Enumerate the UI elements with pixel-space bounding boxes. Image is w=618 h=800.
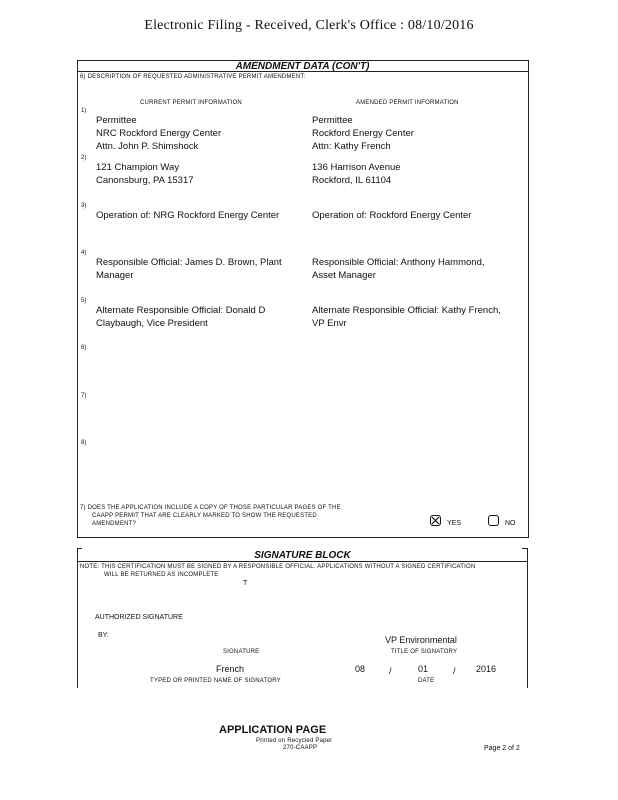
authorized-signature-label: AUTHORIZED SIGNATURE (95, 614, 183, 621)
current-permit-header: CURRENT PERMIT INFORMATION (140, 100, 242, 106)
title-value: VP Environmental (385, 635, 457, 645)
current-permit-line: Claybaugh, Vice President (96, 318, 208, 329)
date-year: 2016 (476, 664, 497, 674)
title-label: TITLE OF SIGNATORY (391, 649, 458, 655)
amended-permit-line: Operation of: Rockford Energy Center (312, 210, 472, 221)
date-day: 01 (418, 664, 429, 674)
signature-title: SIGNATURE BLOCK (254, 550, 351, 561)
amendment-title: AMENDMENT DATA (CON'T) (235, 61, 370, 72)
q7-line-2: CAAPP PERMIT THAT ARE CLEARLY MARKED TO SHOW THE REQUESTED (92, 513, 317, 519)
signature-title-divider (77, 561, 528, 562)
x-mark-icon (431, 516, 440, 525)
current-permit-line: Canonsburg, PA 15317 (96, 175, 194, 186)
row-number: 2) (81, 155, 87, 161)
sig-left-border (77, 548, 78, 688)
current-permit-line: Operation of: NRG Rockford Energy Center (96, 210, 280, 221)
q7-line-3: AMENDMENT? (92, 521, 137, 527)
amended-permit-line: Responsible Official: Anthony Hammond, (312, 257, 485, 268)
amended-permit-header: AMENDED PERMIT INFORMATION (356, 100, 459, 106)
sig-top-rule (77, 548, 82, 549)
by-label: BY: (98, 632, 109, 639)
amended-permit-line: 136 Harrison Avenue (312, 162, 401, 173)
current-permit-line: NRC Rockford Energy Center (96, 128, 222, 139)
no-label: NO (505, 520, 516, 527)
name-value: French (216, 664, 245, 674)
current-permit-line: Responsible Official: James D. Brown, Plant (96, 257, 282, 268)
footer-form-code: 270-CAAPP (283, 745, 318, 751)
amended-permit-line: Alternate Responsible Official: Kathy French, (312, 305, 501, 316)
q7-line-1: 7) DOES THE APPLICATION INCLUDE A COPY OF THOSE PARTICULAR PAGES OF THE (80, 505, 341, 511)
row-number: 5) (81, 298, 87, 304)
row-number: 3) (81, 203, 87, 209)
yes-label: YES (447, 520, 462, 527)
amended-permit-line: VP Envr (312, 318, 347, 329)
filing-header: Electronic Filing - Received, Clerk's Office : 08/10/2016 (144, 18, 474, 33)
date-month: 08 (355, 664, 366, 674)
signature-note-1: NOTE: THIS CERTIFICATION MUST BE SIGNED BY A RESPONSIBLE OFFICIAL. APPLICATIONS WITHOUT A SIGNED CERTIFICATION (80, 564, 476, 570)
signature-note-2: WILL BE RETURNED AS INCOMPLETE (104, 572, 219, 578)
date-sep-1: / (389, 666, 392, 676)
row-number: 7) (81, 393, 87, 399)
row-number: 6) (81, 345, 87, 351)
description-label: 6) DESCRIPTION OF REQUESTED ADMINISTRATIVE PERMIT AMENDMENT: (80, 74, 306, 80)
row-number: 4) (81, 250, 87, 256)
row-number: 1) (81, 108, 87, 114)
page-number: Page 2 of 2 (484, 745, 520, 752)
sig-right-border (527, 548, 528, 688)
amended-permit-line: Asset Manager (312, 270, 376, 281)
amended-permit-line: Rockford, IL 61104 (312, 175, 392, 186)
row-number: 8) (81, 440, 87, 446)
amended-permit-line: Permittee (312, 115, 353, 126)
t-mark: T (243, 580, 248, 587)
footer-recycled: Printed on Recycled Paper (256, 738, 333, 744)
signature-label: SIGNATURE (223, 649, 260, 655)
yes-checkbox[interactable] (430, 515, 441, 526)
sig-top-rule-right (522, 548, 527, 549)
application-page-title: APPLICATION PAGE (219, 724, 327, 736)
current-permit-line: Attn. John P. Shimshock (96, 141, 199, 152)
current-permit-line: 121 Champion Way (96, 162, 180, 173)
amended-permit-line: Attn: Kathy French (312, 141, 391, 152)
amended-permit-line: Rockford Energy Center (312, 128, 414, 139)
date-label: DATE (418, 678, 435, 684)
date-sep-2: / (453, 666, 456, 676)
current-permit-line: Manager (96, 270, 134, 281)
current-permit-line: Alternate Responsible Official: Donald D (96, 305, 266, 316)
current-permit-line: Permittee (96, 115, 137, 126)
name-label: TYPED OR PRINTED NAME OF SIGNATORY (150, 678, 281, 684)
no-checkbox[interactable] (488, 515, 499, 526)
